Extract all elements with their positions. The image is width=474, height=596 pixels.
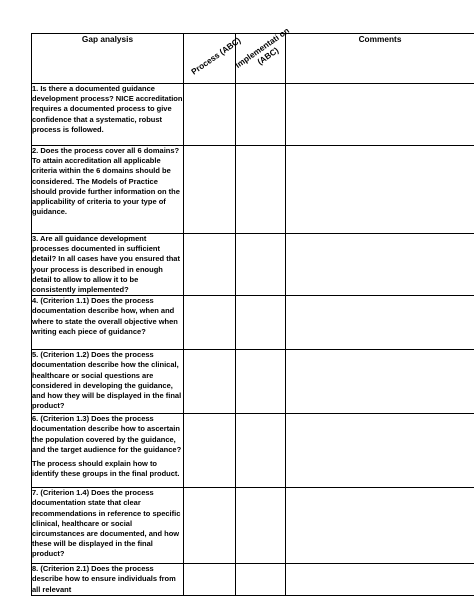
comments-cell[interactable] [286,488,474,564]
header-row [32,34,474,84]
process-cell[interactable] [184,146,236,234]
process-cell[interactable] [184,350,236,414]
table-row [32,488,474,564]
question-text: The process should explain how to identify these groups in the final product. [32,459,183,479]
question-text: 4. (Criterion 1.1) Does the process documentation describe how, when and where to state the overall objective when writing each piece of guidance? [32,296,183,337]
question-cell [32,234,184,296]
comments-cell[interactable] [286,84,474,146]
implementation-cell[interactable] [236,350,286,414]
implementation-cell[interactable] [236,84,286,146]
comments-cell[interactable] [286,146,474,234]
header-comments: Comments [286,34,474,84]
implementation-cell[interactable] [236,146,286,234]
comments-cell[interactable] [286,414,474,488]
comments-cell[interactable] [286,234,474,296]
header-process [184,34,236,84]
table-row [32,350,474,414]
question-text: 5. (Criterion 1.2) Does the process documentation describe how the clinical, healthcare or social questions are considered in developing the guidance, and how they will be displayed in the final product? [32,350,183,411]
process-cell[interactable] [184,564,236,596]
implementation-cell[interactable] [236,564,286,596]
question-cell [32,146,184,234]
question-cell [32,296,184,350]
table-row [32,296,474,350]
process-cell[interactable] [184,414,236,488]
comments-cell[interactable] [286,350,474,414]
process-cell[interactable] [184,234,236,296]
implementation-cell[interactable] [236,296,286,350]
process-cell[interactable] [184,84,236,146]
question-text: 7. (Criterion 1.4) Does the process documentation state that clear recommendations in reference to specific clinical, healthcare or social circumstances are documented, and how these will be displayed in the final product? [32,488,183,559]
table-row [32,234,474,296]
header-process-label: Process (ABC) [184,32,247,80]
header-implementation-label: Implementati on (ABC) [231,23,300,80]
gap-analysis-table [31,33,474,596]
process-cell[interactable] [184,488,236,564]
question-text: 8. (Criterion 2.1) Does the process describe how to ensure individuals from all relevant [32,564,183,595]
question-cell [32,84,184,146]
question-cell [32,350,184,414]
table-row [32,146,474,234]
header-implementation [236,34,286,84]
question-cell [32,414,184,488]
implementation-cell[interactable] [236,414,286,488]
question-text: 3. Are all guidance development processes documented in sufficient detail? In all cases have you ensured that your process is described in enough detail to allow to allow it to be consistently implemented? [32,234,183,295]
implementation-cell[interactable] [236,488,286,564]
comments-cell[interactable] [286,296,474,350]
question-cell [32,564,184,596]
question-text: 2. Does the process cover all 6 domains? To attain accreditation all applicable criteria within the 6 domains should be considered. The Models of Practice should provide further information on the applicability of criteria to your type of guidance. [32,146,183,217]
table-row [32,414,474,488]
process-cell[interactable] [184,296,236,350]
question-text: 1. Is there a documented guidance development process? NICE accreditation requires a documented process to give confidence that a systematic, robust process is followed. [32,84,183,135]
question-text: 6. (Criterion 1.3) Does the process documentation describe how to ascertain the population covered by the guidance, and the target audience for the guidance? [32,414,183,455]
comments-cell[interactable] [286,564,474,596]
implementation-cell[interactable] [236,234,286,296]
table-row [32,564,474,596]
question-cell [32,488,184,564]
table-row [32,84,474,146]
header-gap-analysis: Gap analysis [32,34,184,84]
